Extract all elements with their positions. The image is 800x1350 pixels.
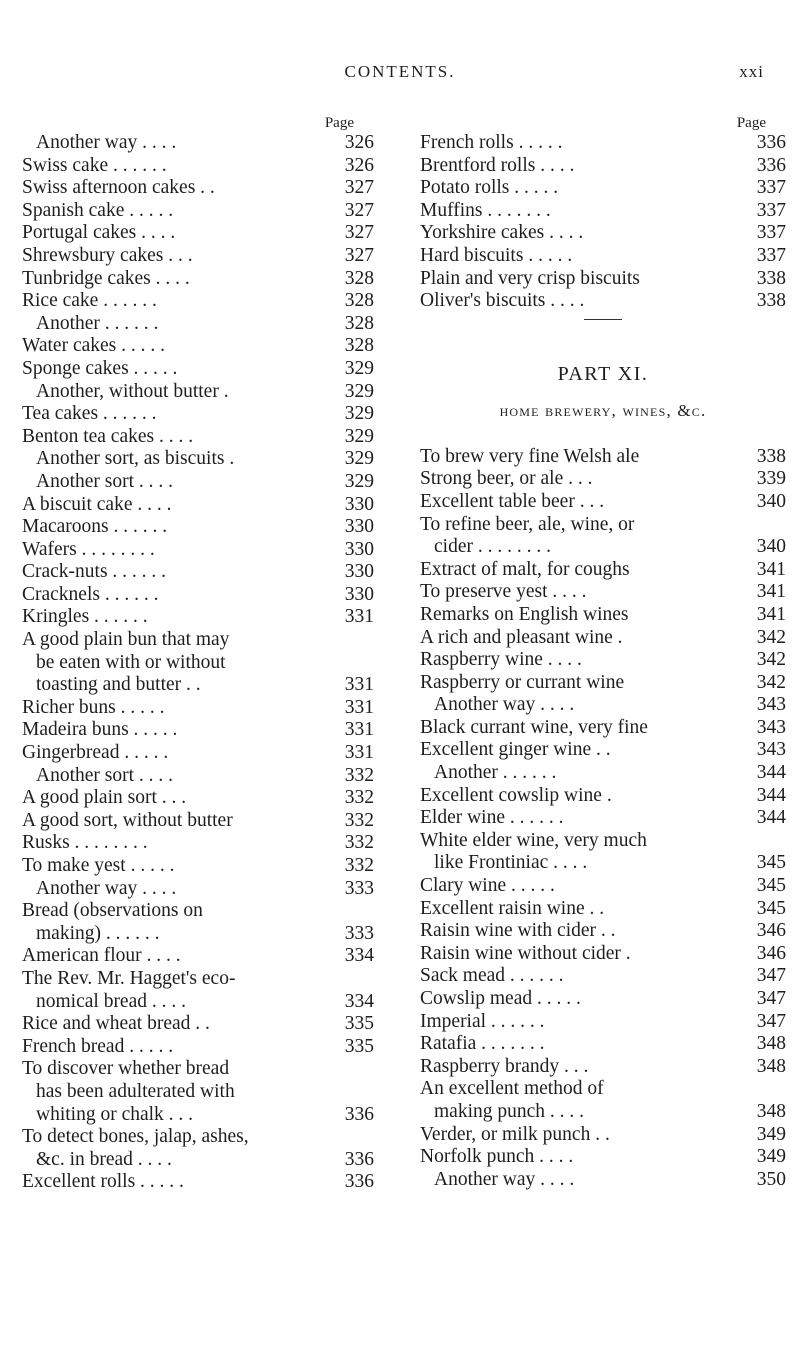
entry-title: Sponge cakes . . . . . bbox=[22, 357, 178, 379]
toc-entry bbox=[420, 290, 786, 313]
entry-page: 332 bbox=[341, 765, 374, 788]
entry-page: 340 bbox=[753, 536, 786, 559]
entry-title: Richer buns . . . . . bbox=[22, 696, 165, 718]
entry-page: 350 bbox=[753, 1169, 786, 1192]
part-heading: PART XI. bbox=[557, 362, 649, 385]
entry-title: Norfolk punch . . . . bbox=[420, 1146, 574, 1168]
toc-entry bbox=[420, 245, 786, 268]
entry-title: Remarks on English wines bbox=[420, 603, 629, 625]
toc-entry bbox=[420, 468, 786, 491]
toc-entry bbox=[420, 627, 786, 650]
toc-entry bbox=[22, 1126, 374, 1149]
toc-entry bbox=[22, 177, 374, 200]
toc-entry bbox=[420, 155, 786, 178]
entry-page: 348 bbox=[753, 1101, 786, 1124]
entry-title: To brew very fine Welsh ale bbox=[420, 445, 640, 467]
entry-page: 331 bbox=[341, 674, 374, 697]
toc-entry bbox=[22, 268, 374, 291]
toc-entry bbox=[420, 581, 786, 604]
entry-title: making punch . . . . bbox=[434, 1100, 585, 1122]
entry-title: Cracknels . . . . . . bbox=[22, 583, 159, 605]
entry-page: 333 bbox=[341, 923, 374, 946]
toc-entry bbox=[22, 448, 374, 471]
toc-entry bbox=[420, 830, 786, 853]
entry-title: Water cakes . . . . . bbox=[22, 335, 165, 357]
toc-entry bbox=[22, 403, 374, 426]
entry-page: 340 bbox=[753, 491, 786, 514]
entry-title: Hard biscuits . . . . . bbox=[420, 244, 573, 266]
entry-page: 343 bbox=[753, 717, 786, 740]
entry-page: 336 bbox=[341, 1171, 374, 1194]
toc-entry bbox=[22, 516, 374, 539]
entry-title: To make yest . . . . . bbox=[22, 855, 175, 876]
entry-page: 329 bbox=[341, 381, 374, 404]
right-bottom-entry-list bbox=[420, 446, 786, 1192]
right-top-entry-list bbox=[420, 132, 786, 313]
toc-entry bbox=[22, 313, 374, 336]
entry-page: 336 bbox=[753, 155, 786, 178]
entry-title: Elder wine . . . . . . bbox=[420, 807, 564, 829]
entry-title: An excellent method of bbox=[420, 1078, 604, 1100]
toc-entry bbox=[420, 514, 786, 537]
entry-title: Plain and very crisp biscuits bbox=[420, 267, 640, 289]
entry-title: like Frontiniac . . . . bbox=[434, 852, 588, 874]
entry-title: French bread . . . . . bbox=[22, 1035, 174, 1057]
entry-title: To detect bones, jalap, ashes, bbox=[22, 1126, 249, 1148]
toc-entry bbox=[420, 943, 786, 966]
toc-entry bbox=[420, 559, 786, 582]
toc-entry bbox=[22, 561, 374, 584]
entry-title: Brentford rolls . . . . bbox=[420, 154, 575, 176]
entry-page: 336 bbox=[341, 1104, 374, 1127]
entry-title: Madeira buns . . . . . bbox=[22, 719, 178, 741]
entry-page: 330 bbox=[341, 584, 374, 607]
entry-title: Extract of malt, for coughs bbox=[420, 558, 630, 580]
entry-title: Clary wine . . . . . bbox=[420, 875, 555, 897]
entry-page: 329 bbox=[341, 403, 374, 426]
toc-entry bbox=[22, 878, 374, 901]
toc-entry bbox=[22, 742, 374, 765]
entry-title: Another way . . . . bbox=[434, 694, 575, 716]
entry-page: 328 bbox=[341, 313, 374, 336]
entry-page: 345 bbox=[753, 875, 786, 898]
entry-title: Raspberry wine . . . . bbox=[420, 649, 582, 671]
entry-title: Rusks . . . . . . . . bbox=[22, 832, 148, 854]
toc-entry bbox=[22, 584, 374, 607]
toc-entry bbox=[22, 200, 374, 223]
entry-title: A rich and pleasant wine . bbox=[420, 626, 623, 648]
entry-page: 338 bbox=[753, 268, 786, 291]
entry-page: 329 bbox=[341, 426, 374, 449]
page-column-label: Page bbox=[736, 115, 766, 131]
toc-entry bbox=[420, 785, 786, 808]
entry-page: 328 bbox=[341, 290, 374, 313]
entry-page: 338 bbox=[753, 290, 786, 313]
toc-entry bbox=[420, 965, 786, 988]
toc-entry bbox=[22, 1171, 374, 1194]
entry-title: Black currant wine, very fine bbox=[420, 716, 648, 738]
entry-page: 342 bbox=[753, 649, 786, 672]
entry-title: Crack-nuts . . . . . . bbox=[22, 561, 167, 583]
entry-title: toasting and butter . . bbox=[36, 674, 201, 696]
entry-title: cider . . . . . . . . bbox=[434, 536, 551, 558]
entry-page: 346 bbox=[753, 920, 786, 943]
entry-page: 345 bbox=[753, 852, 786, 875]
entry-title: Tea cakes . . . . . . bbox=[22, 403, 157, 425]
entry-title: To preserve yest . . . . bbox=[420, 581, 587, 603]
entry-page: 328 bbox=[341, 335, 374, 358]
toc-entry bbox=[22, 155, 374, 178]
toc-entry bbox=[420, 1078, 786, 1101]
entry-title: Another sort, as biscuits . bbox=[36, 448, 235, 470]
left-column bbox=[22, 114, 374, 1194]
entry-title: Wafers . . . . . . . . bbox=[22, 538, 155, 560]
toc-entry bbox=[420, 491, 786, 514]
toc-entry bbox=[22, 471, 374, 494]
toc-entry bbox=[420, 1169, 786, 1192]
entry-page: 341 bbox=[753, 604, 786, 627]
toc-entry bbox=[22, 765, 374, 788]
entry-page: 337 bbox=[753, 245, 786, 268]
entry-page: 330 bbox=[341, 561, 374, 584]
entry-title: &c. in bread . . . . bbox=[36, 1148, 172, 1170]
entry-page: 326 bbox=[341, 132, 374, 155]
toc-entry bbox=[420, 988, 786, 1011]
toc-entry bbox=[420, 604, 786, 627]
entry-title: Raisin wine with cider . . bbox=[420, 920, 616, 942]
toc-entry bbox=[22, 358, 374, 381]
entry-page: 345 bbox=[753, 898, 786, 921]
entry-page: 336 bbox=[753, 132, 786, 155]
entry-page: 344 bbox=[753, 762, 786, 785]
toc-entry bbox=[420, 649, 786, 672]
entry-title: Macaroons . . . . . . bbox=[22, 516, 168, 538]
entry-title: Portugal cakes . . . . bbox=[22, 222, 176, 244]
entry-page: 347 bbox=[753, 965, 786, 988]
entry-page: 335 bbox=[341, 1036, 374, 1059]
entry-page: 326 bbox=[341, 155, 374, 178]
entry-page: 348 bbox=[753, 1056, 786, 1079]
entry-title: Excellent cowslip wine . bbox=[420, 784, 612, 806]
entry-title: Excellent raisin wine . . bbox=[420, 897, 605, 919]
entry-title: Another way . . . . bbox=[434, 1168, 575, 1190]
entry-page: 331 bbox=[341, 742, 374, 765]
entry-title: Tunbridge cakes . . . . bbox=[22, 267, 190, 289]
entry-title: Rice and wheat bread . . bbox=[22, 1013, 210, 1035]
toc-entry bbox=[420, 1033, 786, 1056]
entry-page: 336 bbox=[341, 1149, 374, 1172]
toc-entry bbox=[420, 672, 786, 695]
entry-title: Imperial . . . . . . bbox=[420, 1010, 545, 1032]
entry-title: A good sort, without butter bbox=[22, 809, 233, 831]
toc-entry bbox=[420, 222, 786, 245]
toc-entry bbox=[420, 446, 786, 469]
toc-entry bbox=[420, 920, 786, 943]
entry-title: whiting or chalk . . . bbox=[36, 1103, 194, 1125]
entry-title: Another way . . . . bbox=[36, 877, 177, 899]
entry-title: Ratafia . . . . . . . bbox=[420, 1033, 545, 1055]
entry-title: Yorkshire cakes . . . . bbox=[420, 222, 584, 244]
entry-title: Sack mead . . . . . . bbox=[420, 965, 564, 987]
toc-entry bbox=[420, 717, 786, 740]
entry-page: 327 bbox=[341, 245, 374, 268]
entry-title: Excellent rolls . . . . . bbox=[22, 1171, 184, 1193]
entry-page: 337 bbox=[753, 222, 786, 245]
page-number: xxi bbox=[739, 62, 764, 81]
toc-entry bbox=[22, 855, 374, 878]
entry-title: Excellent ginger wine . . bbox=[420, 739, 611, 761]
entry-title: Bread (observations on bbox=[22, 900, 203, 922]
toc-entry bbox=[420, 1101, 786, 1124]
entry-title: A biscuit cake . . . . bbox=[22, 493, 172, 515]
entry-page: 344 bbox=[753, 785, 786, 808]
toc-entry bbox=[420, 1146, 786, 1169]
entry-title: A good plain bun that may bbox=[22, 629, 230, 651]
toc-entry bbox=[420, 875, 786, 898]
entry-page: 332 bbox=[341, 832, 374, 855]
entry-page: 349 bbox=[753, 1146, 786, 1169]
toc-entry bbox=[420, 268, 786, 291]
toc-entry bbox=[420, 1124, 786, 1147]
entry-title: White elder wine, very much bbox=[420, 829, 647, 851]
toc-entry bbox=[420, 132, 786, 155]
entry-title: Gingerbread . . . . . bbox=[22, 742, 169, 764]
toc-entry bbox=[22, 222, 374, 245]
toc-entry bbox=[420, 852, 786, 875]
toc-entry bbox=[22, 1081, 374, 1104]
page-header bbox=[0, 62, 800, 88]
entry-page: 332 bbox=[341, 855, 374, 878]
entry-page: 335 bbox=[341, 1013, 374, 1036]
entry-page: 347 bbox=[753, 1011, 786, 1034]
entry-title: Muffins . . . . . . . bbox=[420, 199, 551, 221]
running-title: CONTENTS. bbox=[344, 62, 456, 81]
entry-page: 332 bbox=[341, 787, 374, 810]
entry-page: 339 bbox=[753, 468, 786, 491]
entry-page: 327 bbox=[341, 177, 374, 200]
entry-title: Another . . . . . . bbox=[434, 762, 557, 784]
entry-title: French rolls . . . . . bbox=[420, 132, 563, 153]
entry-page: 329 bbox=[341, 448, 374, 471]
toc-entry bbox=[22, 832, 374, 855]
right-column bbox=[420, 114, 786, 1191]
toc-entry bbox=[22, 539, 374, 562]
toc-entry bbox=[22, 1013, 374, 1036]
toc-entry bbox=[22, 335, 374, 358]
entry-title: Swiss afternoon cakes . . bbox=[22, 177, 215, 199]
entry-page: 334 bbox=[341, 991, 374, 1014]
entry-page: 334 bbox=[341, 945, 374, 968]
section-divider bbox=[584, 319, 622, 320]
toc-entry bbox=[22, 132, 374, 155]
entry-title: Potato rolls . . . . . bbox=[420, 177, 559, 199]
entry-title: To refine beer, ale, wine, or bbox=[420, 513, 635, 535]
entry-page: 333 bbox=[341, 878, 374, 901]
toc-entry bbox=[22, 1149, 374, 1172]
entry-page: 330 bbox=[341, 539, 374, 562]
entry-title: Excellent table beer . . . bbox=[420, 490, 605, 512]
toc-entry bbox=[22, 381, 374, 404]
toc-entry bbox=[22, 629, 374, 652]
toc-entry bbox=[22, 1058, 374, 1081]
entry-title: Another way . . . . bbox=[36, 132, 177, 153]
entry-page: 328 bbox=[341, 268, 374, 291]
toc-entry bbox=[22, 787, 374, 810]
entry-page: 330 bbox=[341, 516, 374, 539]
entry-title: making) . . . . . . bbox=[36, 922, 160, 944]
entry-title: be eaten with or without bbox=[36, 651, 226, 673]
entry-title: Another, without butter . bbox=[36, 380, 229, 402]
part-subtitle: home brewery, wines, &c. bbox=[499, 400, 707, 420]
toc-entry bbox=[22, 652, 374, 675]
toc-entry bbox=[22, 900, 374, 923]
entry-title: To discover whether bread bbox=[22, 1058, 230, 1080]
entry-page: 330 bbox=[341, 494, 374, 517]
entry-title: Raisin wine without cider . bbox=[420, 942, 631, 964]
toc-entry bbox=[22, 674, 374, 697]
toc-entry bbox=[420, 694, 786, 717]
toc-entry bbox=[22, 991, 374, 1014]
entry-title: Another . . . . . . bbox=[36, 312, 159, 334]
entry-title: Raspberry or currant wine bbox=[420, 671, 625, 693]
entry-title: Rice cake . . . . . . bbox=[22, 290, 157, 312]
toc-entry bbox=[22, 923, 374, 946]
toc-entry bbox=[420, 536, 786, 559]
entry-page: 327 bbox=[341, 200, 374, 223]
toc-entry bbox=[420, 200, 786, 223]
toc-entry bbox=[420, 762, 786, 785]
toc-entry bbox=[22, 245, 374, 268]
entry-title: Swiss cake . . . . . . bbox=[22, 154, 167, 176]
toc-entry bbox=[22, 606, 374, 629]
toc-entry bbox=[420, 1011, 786, 1034]
entry-title: Oliver's biscuits . . . . bbox=[420, 290, 585, 312]
entry-page: 331 bbox=[341, 719, 374, 742]
toc-entry bbox=[22, 290, 374, 313]
entry-page: 329 bbox=[341, 358, 374, 381]
entry-title: Shrewsbury cakes . . . bbox=[22, 244, 193, 266]
toc-entry bbox=[22, 968, 374, 991]
entry-title: Another sort . . . . bbox=[36, 764, 174, 786]
toc-entry bbox=[420, 739, 786, 762]
toc-entry bbox=[22, 719, 374, 742]
entry-page: 349 bbox=[753, 1124, 786, 1147]
entry-page: 332 bbox=[341, 810, 374, 833]
entry-page: 342 bbox=[753, 627, 786, 650]
entry-title: Another sort . . . . bbox=[36, 470, 174, 492]
left-entry-list bbox=[22, 132, 374, 1194]
entry-page: 337 bbox=[753, 200, 786, 223]
toc-entry bbox=[420, 1056, 786, 1079]
toc-entry bbox=[22, 697, 374, 720]
entry-page: 327 bbox=[341, 222, 374, 245]
entry-page: 343 bbox=[753, 694, 786, 717]
entry-title: Raspberry brandy . . . bbox=[420, 1055, 589, 1077]
toc-entry bbox=[420, 898, 786, 921]
toc-entry bbox=[22, 945, 374, 968]
entry-title: nomical bread . . . . bbox=[36, 990, 186, 1012]
entry-title: has been adulterated with bbox=[36, 1080, 235, 1102]
entry-title: American flour . . . . bbox=[22, 945, 181, 967]
entry-page: 346 bbox=[753, 943, 786, 966]
entry-title: Verder, or milk punch . . bbox=[420, 1123, 610, 1145]
entry-page: 341 bbox=[753, 581, 786, 604]
toc-entry bbox=[420, 177, 786, 200]
entry-title: A good plain sort . . . bbox=[22, 787, 187, 809]
toc-entry bbox=[22, 1036, 374, 1059]
entry-page: 337 bbox=[753, 177, 786, 200]
entry-page: 329 bbox=[341, 471, 374, 494]
entry-page: 342 bbox=[753, 672, 786, 695]
toc-entry bbox=[22, 494, 374, 517]
entry-page: 347 bbox=[753, 988, 786, 1011]
toc-entry bbox=[420, 807, 786, 830]
entry-page: 348 bbox=[753, 1033, 786, 1056]
entry-page: 331 bbox=[341, 697, 374, 720]
entry-title: Benton tea cakes . . . . bbox=[22, 425, 194, 447]
toc-entry bbox=[22, 810, 374, 833]
entry-page: 344 bbox=[753, 807, 786, 830]
page-column-label: Page bbox=[324, 115, 354, 131]
entry-title: Kringles . . . . . . bbox=[22, 606, 148, 628]
entry-title: Strong beer, or ale . . . bbox=[420, 468, 593, 490]
entry-title: The Rev. Mr. Hagget's eco- bbox=[22, 967, 236, 989]
toc-entry bbox=[22, 426, 374, 449]
entry-page: 341 bbox=[753, 559, 786, 582]
entry-title: Cowslip mead . . . . . bbox=[420, 988, 581, 1009]
toc-entry bbox=[22, 1104, 374, 1127]
entry-page: 331 bbox=[341, 606, 374, 629]
entry-page: 343 bbox=[753, 739, 786, 762]
entry-page: 338 bbox=[753, 446, 786, 469]
entry-title: Spanish cake . . . . . bbox=[22, 199, 174, 221]
